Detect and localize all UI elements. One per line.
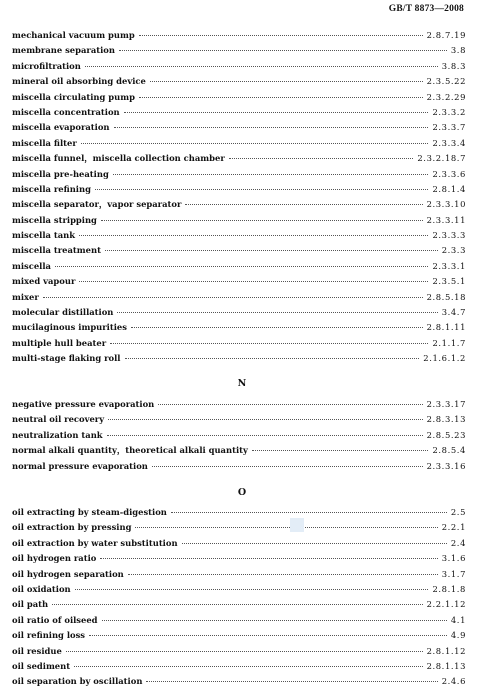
clause-reference: 4.9 [450,630,466,641]
clause-reference: 2.3.5.22 [426,76,466,87]
dot-leader [185,196,422,205]
clause-reference: 2.8.3.13 [426,414,466,425]
clause-reference: 2.3.3.2 [432,106,466,117]
clause-reference: 2.8.1.4 [432,183,466,194]
index-term: miscella stripping [12,214,97,225]
dot-leader [89,627,447,636]
document-id-header: GB/T 8873—2008 [388,4,464,14]
clause-reference: 2.4 [450,537,466,548]
clause-reference: 2.2.1 [441,522,466,533]
index-term: miscella evaporation [12,122,110,133]
clause-reference: 2.8.1.13 [426,660,466,671]
index-term: mechanical vacuum pump [12,30,135,40]
clause-reference: 2.3.2.18.7 [417,153,466,164]
dot-leader [74,658,422,667]
clause-reference: 2.8.5.18 [426,291,466,302]
index-term: miscella treatment [12,245,101,256]
index-term: membrane separation [12,45,115,56]
index-term: mixer [12,291,39,302]
index-term: oil sediment [12,660,71,671]
dot-leader [182,535,447,544]
clause-reference: 3.8 [450,45,466,56]
index-term: oil hydrogen ratio [12,553,97,564]
index-term: neutralization tank [12,429,103,440]
dot-leader [150,73,423,82]
index-term: oil refining loss [12,630,86,641]
dot-leader [102,612,447,621]
clause-reference: 2.3.3.16 [426,460,466,471]
index-term: miscella pre-heating [12,168,109,179]
dot-leader [55,258,429,267]
index-term: oil hydrogen separation [12,568,124,579]
dot-leader [107,427,423,436]
clause-reference: 2.8.1.11 [426,322,466,333]
index-term: oil path [12,599,49,610]
dot-leader [79,273,428,282]
index-term: miscella [12,260,51,271]
index-term: multi-stage flaking roll [12,353,121,364]
index-term: normal pressure evaporation [12,460,148,471]
clause-reference: 3.1.7 [441,568,466,579]
index-term: oil extraction by water substitution [12,537,178,548]
dot-leader [95,181,429,190]
clause-reference: 2.3.3.10 [426,199,466,210]
dot-leader [146,673,437,682]
dot-leader [135,519,437,528]
index-term: normal alkali quantity，theoretical alkali quantity [12,445,248,456]
index-term: miscella concentration [12,106,120,117]
clause-reference: 2.3.2.29 [426,91,466,102]
dot-leader [125,350,420,359]
dot-leader [66,643,423,652]
index-term: neutral oil recovery [12,414,105,425]
dot-leader [128,566,438,575]
dot-leader [100,550,437,559]
dot-leader [131,319,423,328]
clause-reference: 2.8.1.12 [426,645,466,656]
dot-leader [158,396,422,405]
index-entry [12,352,466,367]
index-term: miscella circulating pump [12,91,135,102]
dot-leader [110,335,428,344]
dot-leader [117,304,437,313]
dot-leader [252,442,429,451]
clause-reference: 2.8.7.19 [426,30,466,40]
index-term: mineral oil absorbing device [12,76,146,87]
clause-reference: 3.8.3 [441,60,466,71]
term-list-m [12,29,466,368]
dot-leader [81,135,429,144]
dot-leader [124,104,429,113]
clause-reference: 2.3.3 [441,245,466,256]
dot-leader [152,458,423,467]
dot-leader [75,581,429,590]
clause-reference: 2.1.1.7 [432,337,466,348]
index-term: oil oxidation [12,583,71,594]
dot-leader [52,596,422,605]
dot-leader [229,150,414,159]
dot-leader [114,119,429,128]
clause-reference: 2.2.1.12 [426,599,466,610]
section-letter-n: N [237,378,247,389]
clause-reference: 2.8.5.4 [432,445,466,456]
index-term: mixed vapour [12,276,76,287]
scan-highlight-mark [290,518,304,532]
dot-leader [139,27,423,36]
clause-reference: 2.3.3.1 [432,260,466,271]
dot-leader [113,166,429,175]
index-term: miscella tank [12,230,76,241]
index-term: oil extracting by steam-digestion [12,507,167,517]
index-term: miscella separator，vapor separator [12,199,182,210]
clause-reference: 2.8.1.8 [432,583,466,594]
clause-reference: 2.3.3.17 [426,399,466,409]
dot-leader [85,58,438,67]
clause-reference: 2.3.3.7 [432,122,466,133]
dot-leader [79,227,428,236]
index-term: oil extraction by pressing [12,522,132,533]
index-term: oil ratio of oilseed [12,614,98,625]
index-term: microfiltration [12,60,81,71]
clause-reference: 2.5 [450,507,466,517]
index-term: multiple hull beater [12,337,107,348]
dot-leader [139,89,423,98]
term-list-o [12,506,466,691]
clause-reference: 3.4.7 [441,307,466,318]
dot-leader [119,42,447,51]
clause-reference: 2.3.3.6 [432,168,466,179]
dot-leader [171,504,447,513]
index-term: miscella funnel，miscella collection chamber [12,153,225,164]
dot-leader [43,289,423,298]
clause-reference: 2.3.5.1 [432,276,466,287]
dot-leader [105,242,438,251]
term-list-n [12,398,466,475]
index-term: miscella refining [12,183,91,194]
clause-reference: 2.8.5.23 [426,429,466,440]
index-term: miscella filter [12,137,77,148]
clause-reference: 2.3.3.3 [432,230,466,241]
clause-reference: 2.4.6 [441,676,466,687]
dot-leader [108,411,422,420]
index-term: oil separation by oscillation [12,676,143,687]
clause-reference: 2.3.3.4 [432,137,466,148]
index-entry [12,460,466,475]
index-term: oil residue [12,645,62,656]
dot-leader [101,212,423,221]
clause-reference: 3.1.6 [441,553,466,564]
clause-reference: 4.1 [450,614,466,625]
index-term: mucilaginous impurities [12,322,127,333]
index-term: molecular distillation [12,307,114,318]
index-entry [12,675,466,690]
clause-reference: 2.1.6.1.2 [423,353,466,364]
section-letter-o: O [237,487,247,498]
index-term: negative pressure evaporation [12,399,155,409]
clause-reference: 2.3.3.11 [426,214,466,225]
